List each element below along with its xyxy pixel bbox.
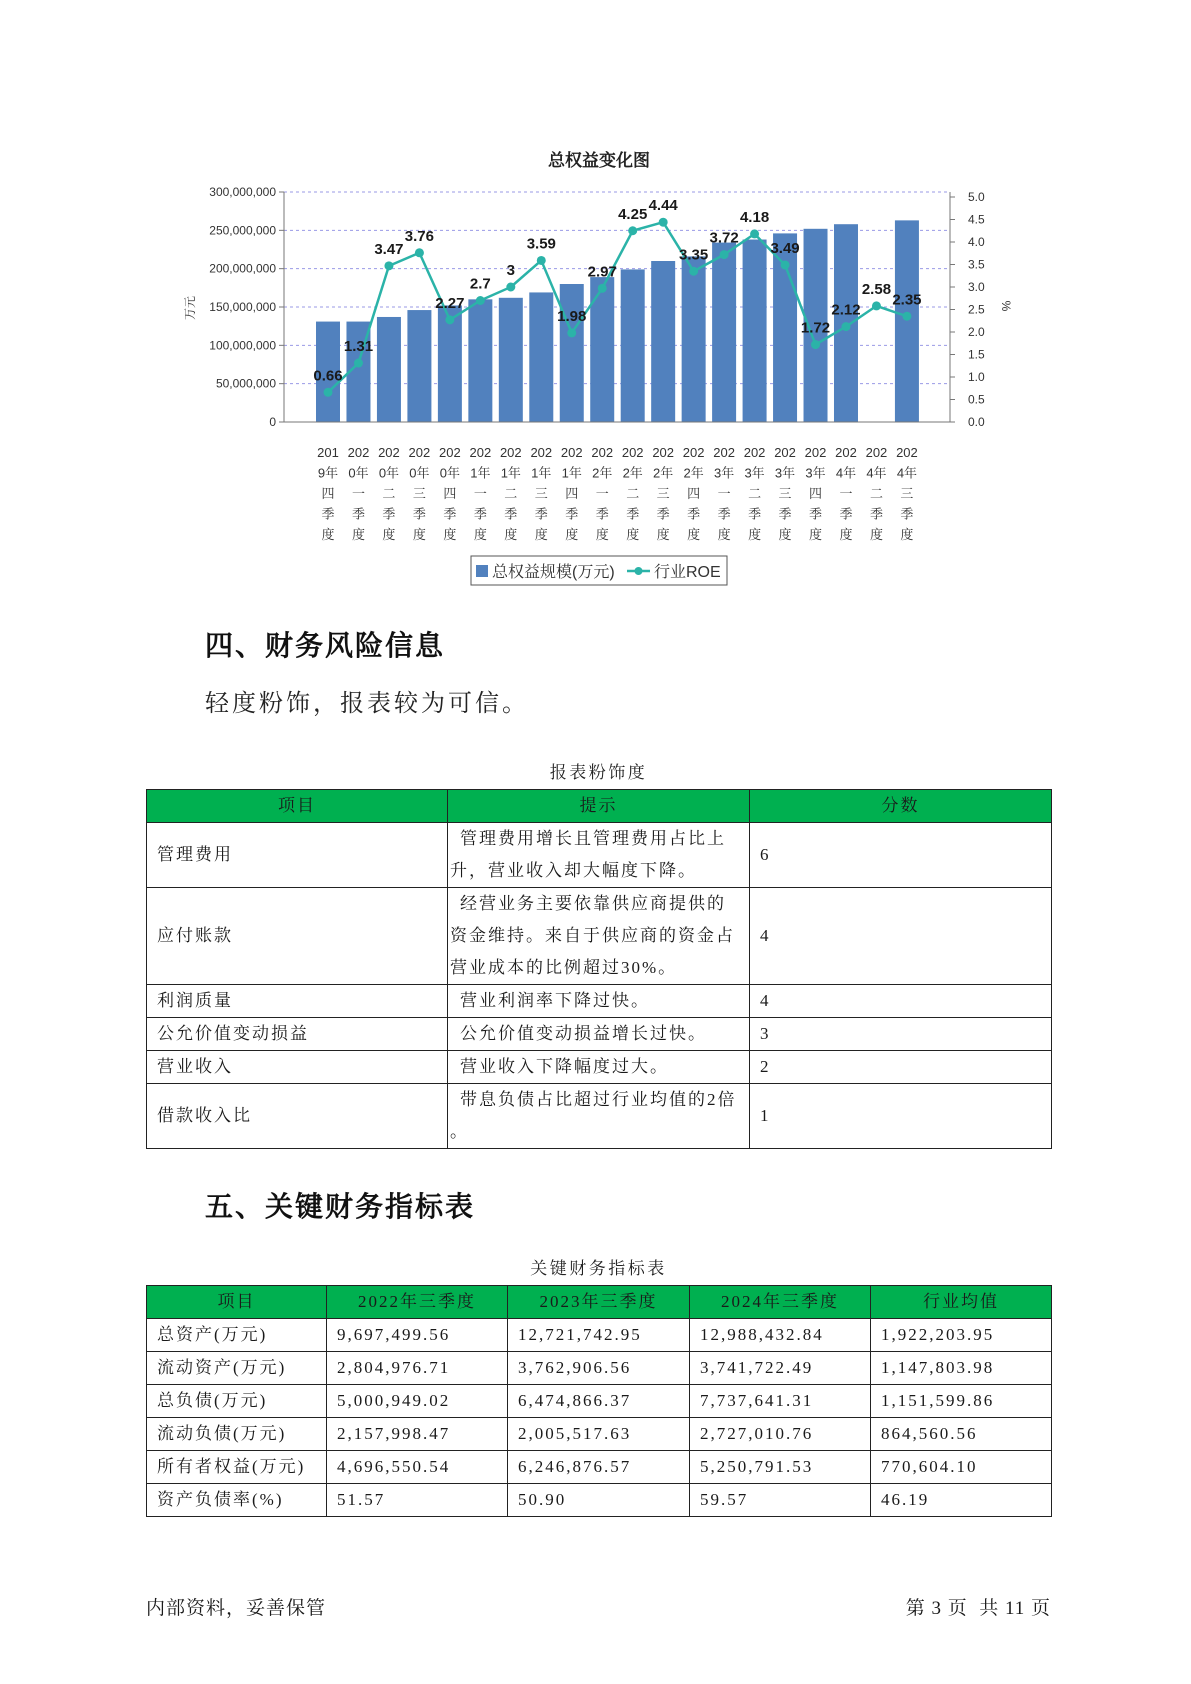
x-tick-label-line: 度 [321, 527, 335, 542]
x-tick-label-line: 季 [687, 506, 701, 522]
metric-item-cell: 总资产(万元) [147, 1319, 327, 1352]
x-tick-label-line: 1年 [531, 465, 552, 481]
risk-item-cell: 营业收入 [147, 1051, 448, 1084]
y-left-tick-label: 50,000,000 [215, 376, 276, 391]
risk-table-row [147, 888, 1052, 985]
y-right-tick-label: 3.5 [968, 257, 985, 272]
x-tick-label-line: 度 [748, 527, 762, 542]
footer-confidential-note: 内部资料，妥善保管 [146, 1598, 327, 1619]
risk-item-cell: 公允价值变动损益 [147, 1018, 448, 1051]
chart-title: 总权益变化图 [548, 151, 650, 170]
x-tick-label-line: 度 [626, 527, 640, 542]
roe-point [567, 328, 576, 337]
metric-item-cell: 所有者权益(万元) [147, 1451, 327, 1484]
equity-bar [377, 317, 401, 422]
equity-bar [621, 269, 645, 422]
x-tick-label-line: 度 [809, 527, 823, 542]
x-tick-label-line: 202 [499, 445, 522, 460]
roe-point [811, 340, 820, 349]
x-tick-label-line: 季 [443, 506, 457, 522]
metrics-table-row [147, 1385, 1052, 1418]
x-tick-label-line: 2年 [622, 465, 643, 481]
metric-value-cell: 2,727,010.76 [690, 1418, 871, 1451]
x-tick-label-line: 1年 [500, 465, 521, 481]
risk-hint-line: 。 [450, 1122, 469, 1141]
equity-bar [651, 261, 675, 422]
x-tick-label-line: 202 [347, 445, 370, 460]
x-tick-label-line: 1年 [470, 465, 491, 481]
metric-value-cell: 1,151,599.86 [871, 1385, 1052, 1418]
x-tick-label [805, 445, 827, 542]
y-left-tick-label: 200,000,000 [209, 261, 276, 276]
equity-bar [560, 284, 584, 422]
legend-bar-swatch [476, 565, 488, 577]
x-tick-label-line: 季 [382, 506, 396, 522]
metrics-table-row [147, 1319, 1052, 1352]
metric-value-cell: 2,804,976.71 [327, 1352, 508, 1385]
equity-bar [499, 298, 523, 422]
x-tick-label-line: 一 [839, 486, 853, 501]
x-tick-label-line: 季 [473, 506, 487, 522]
x-tick-label-line: 度 [351, 527, 365, 542]
roe-point [781, 260, 790, 269]
risk-table-header-row [147, 790, 1052, 823]
x-tick-label [469, 445, 491, 542]
roe-data-label: 2.7 [469, 275, 491, 293]
x-tick-label [500, 445, 522, 542]
y-left-tick-label: 300,000,000 [209, 185, 276, 199]
x-tick-label-line: 四 [687, 486, 701, 501]
y-right-tick-label: 4.5 [968, 212, 985, 227]
x-tick-label-line: 1年 [561, 465, 582, 481]
metrics-table-row [147, 1451, 1052, 1484]
legend-line-marker [635, 567, 643, 575]
x-tick-label-line: 季 [717, 506, 731, 522]
risk-hint-line: 公允价值变动损益增长过快。 [460, 1024, 707, 1043]
roe-data-label: 3 [506, 262, 515, 279]
x-tick-label-line: 度 [412, 527, 426, 542]
x-tick-label-line: 二 [504, 486, 518, 501]
section-heading-financial-risk: 四、财务风险信息 [205, 630, 446, 661]
metrics-table-header-cell: 行业均值 [871, 1286, 1052, 1319]
roe-data-label: 4.44 [648, 197, 678, 215]
risk-score-cell: 3 [750, 1018, 1052, 1051]
total-equity-chart [0, 0, 1191, 600]
window-dressing-table [146, 789, 1052, 1149]
roe-point [598, 284, 607, 293]
roe-point [628, 226, 637, 235]
x-tick-label-line: 四 [565, 486, 579, 501]
x-tick-label [530, 445, 552, 542]
risk-table-header-cell: 项目 [147, 790, 448, 823]
x-tick-label [561, 445, 583, 542]
x-tick-label-line: 二 [748, 486, 762, 501]
roe-data-label: 4.25 [618, 205, 648, 223]
x-tick-label-line: 一 [473, 486, 487, 501]
equity-bar [743, 240, 767, 422]
x-tick-label-line: 2年 [683, 465, 704, 481]
x-tick-label-line: 3年 [774, 465, 796, 481]
metric-value-cell: 3,762,906.56 [508, 1352, 690, 1385]
x-tick-label-line: 度 [717, 527, 731, 542]
x-tick-label-line: 度 [900, 527, 914, 542]
risk-table-row [147, 985, 1052, 1018]
roe-data-label: 2.35 [892, 291, 922, 309]
y-axis-left [209, 185, 284, 429]
risk-table-row [147, 823, 1052, 888]
x-tick-label-line: 2年 [653, 465, 674, 481]
metric-value-cell: 51.57 [327, 1484, 508, 1517]
metrics-table-row [147, 1418, 1052, 1451]
x-tick-label-line: 二 [626, 486, 640, 501]
x-tick-label-line: 度 [595, 527, 609, 542]
metrics-table-body [147, 1319, 1052, 1517]
roe-point [689, 267, 698, 276]
roe-point [659, 218, 668, 227]
metric-value-cell: 6,246,876.57 [508, 1451, 690, 1484]
equity-bar [712, 243, 736, 422]
x-tick-label-line: 3年 [744, 465, 765, 481]
roe-point [750, 229, 759, 238]
roe-data-label: 4.18 [739, 208, 770, 226]
x-tick-label-line: 季 [656, 506, 670, 522]
x-tick-label [317, 445, 339, 542]
x-tick-label-line: 二 [869, 486, 883, 501]
x-tick-label-line: 四 [321, 486, 335, 501]
roe-point [354, 359, 363, 368]
x-tick-label-line: 202 [530, 445, 553, 460]
x-tick-label-line: 度 [504, 527, 518, 542]
metrics-table-header-cell: 2024年三季度 [690, 1286, 871, 1319]
x-tick-label-line: 季 [748, 506, 762, 522]
y-right-tick-label: 3.0 [968, 280, 985, 294]
roe-point [841, 322, 850, 331]
x-tick-label-line: 季 [869, 506, 883, 522]
roe-data-label: 2.27 [435, 294, 465, 312]
risk-table-header-cell: 分数 [750, 790, 1052, 823]
legend-label-equity: 总权益规模(万元) [492, 564, 615, 581]
metric-value-cell: 3,741,722.49 [690, 1352, 871, 1385]
x-axis-labels [317, 445, 918, 542]
x-tick-label-line: 4年 [866, 465, 887, 481]
y-axis-right [950, 190, 985, 429]
x-tick-label-line: 季 [412, 506, 426, 522]
x-tick-label-line: 度 [869, 527, 883, 542]
metric-value-cell: 46.19 [871, 1484, 1052, 1517]
metrics-table-head [147, 1286, 1052, 1319]
x-tick-label-line: 202 [713, 445, 735, 460]
metric-value-cell: 7,737,641.31 [690, 1385, 871, 1418]
x-tick-label [866, 445, 888, 542]
risk-table-caption: 报表粉饰度 [549, 763, 648, 782]
metric-value-cell: 1,922,203.95 [871, 1319, 1052, 1352]
metric-value-cell: 50.90 [508, 1484, 690, 1517]
x-tick-label [835, 445, 857, 542]
x-tick-label-line: 202 [560, 445, 583, 460]
x-tick-label [348, 445, 370, 542]
risk-table-row [147, 1084, 1052, 1149]
risk-hint-cell [448, 1051, 750, 1084]
chart-data-labels [313, 197, 921, 384]
x-tick-label-line: 度 [473, 527, 487, 542]
roe-data-label: 2.12 [831, 301, 861, 319]
risk-hint-cell [448, 888, 750, 985]
risk-item-cell: 管理费用 [147, 823, 448, 888]
x-tick-label-line: 季 [351, 506, 365, 522]
x-tick-label-line: 季 [839, 506, 853, 522]
x-tick-label-line: 季 [321, 506, 335, 522]
roe-data-label: 3.49 [770, 239, 800, 257]
key-metrics-table [146, 1285, 1052, 1517]
metrics-table-header-row [147, 1286, 1052, 1319]
x-tick-label [652, 445, 674, 542]
y-left-tick-label: 0 [269, 415, 276, 429]
metrics-table-header-cell: 2023年三季度 [508, 1286, 690, 1319]
risk-hint-cell [448, 985, 750, 1018]
risk-score-cell: 4 [750, 985, 1052, 1018]
x-tick-label-line: 202 [774, 445, 796, 460]
metric-item-cell: 总负债(万元) [147, 1385, 327, 1418]
roe-point [476, 296, 485, 305]
metric-item-cell: 流动资产(万元) [147, 1352, 327, 1385]
metric-value-cell: 5,250,791.53 [690, 1451, 871, 1484]
metrics-table-row [147, 1352, 1052, 1385]
metric-value-cell: 4,696,550.54 [327, 1451, 508, 1484]
roe-data-label: 2.58 [861, 280, 892, 298]
x-tick-label-line: 202 [378, 445, 400, 460]
metric-value-cell: 9,697,499.56 [327, 1319, 508, 1352]
roe-point [902, 312, 911, 321]
metric-value-cell: 6,474,866.37 [508, 1385, 690, 1418]
x-tick-label-line: 3年 [713, 465, 735, 481]
x-tick-label [896, 445, 918, 542]
metric-value-cell: 2,005,517.63 [508, 1418, 690, 1451]
metric-value-cell: 5,000,949.02 [327, 1385, 508, 1418]
risk-item-cell: 利润质量 [147, 985, 448, 1018]
metric-value-cell: 12,988,432.84 [690, 1319, 871, 1352]
risk-hint-cell [448, 823, 750, 888]
x-tick-label [713, 445, 735, 542]
metrics-table-row [147, 1484, 1052, 1517]
roe-point [720, 250, 729, 259]
y-right-tick-label: 4.0 [968, 235, 985, 249]
equity-bar [468, 299, 492, 422]
x-tick-label-line: 季 [626, 506, 640, 522]
risk-summary-text: 轻度粉饰，报表较为可信。 [205, 691, 529, 717]
x-tick-label-line: 202 [408, 445, 431, 460]
roe-data-label: 2.97 [587, 263, 617, 281]
x-tick-label-line: 202 [439, 445, 461, 460]
risk-hint-line: 管理费用增长且管理费用占比上 [460, 829, 726, 848]
equity-bar [529, 292, 553, 422]
roe-point [872, 301, 881, 310]
x-tick-label-line: 季 [534, 506, 548, 522]
legend-label-roe: 行业ROE [654, 564, 721, 581]
x-tick-label [622, 445, 644, 542]
x-tick-label-line: 2年 [592, 465, 613, 481]
equity-bar [682, 256, 706, 422]
y-right-tick-label: 0.0 [968, 415, 985, 429]
metric-value-cell: 1,147,803.98 [871, 1352, 1052, 1385]
x-tick-label-line: 202 [804, 445, 827, 460]
x-tick-label-line: 一 [595, 486, 609, 501]
x-tick-label-line: 三 [534, 486, 548, 501]
x-tick-label-line: 0年 [348, 465, 369, 481]
x-tick-label [439, 445, 461, 542]
chart-legend [471, 556, 727, 585]
x-tick-label-line: 度 [534, 527, 548, 542]
roe-data-label: 1.98 [557, 307, 587, 325]
equity-bar [895, 220, 919, 422]
x-tick-label-line: 0年 [409, 465, 430, 481]
x-tick-label-line: 二 [382, 486, 396, 501]
roe-data-label: 3.47 [374, 240, 404, 258]
metrics-table-caption: 关键财务指标表 [530, 1259, 667, 1278]
y-right-tick-label: 2.5 [968, 302, 985, 317]
metric-value-cell: 770,604.10 [871, 1451, 1052, 1484]
risk-item-cell: 应付账款 [147, 888, 448, 985]
y-left-tick-label: 150,000,000 [209, 300, 276, 314]
x-tick-label [409, 445, 431, 542]
roe-point [445, 315, 454, 324]
risk-hint-line: 营业成本的比例超过30%。 [450, 958, 678, 977]
x-tick-label-line: 度 [443, 527, 457, 542]
x-tick-label-line: 一 [717, 486, 731, 501]
x-tick-label-line: 度 [687, 527, 701, 542]
risk-hint-line: 营业收入下降幅度过大。 [460, 1057, 669, 1076]
risk-hint-cell [448, 1084, 750, 1149]
roe-data-label: 3.59 [526, 235, 556, 253]
x-tick-label-line: 202 [652, 445, 675, 460]
x-tick-label-line: 度 [656, 527, 670, 542]
x-tick-label-line: 四 [809, 486, 823, 501]
roe-point [324, 388, 333, 397]
metrics-table-header-cell: 2022年三季度 [327, 1286, 508, 1319]
x-tick-label [683, 445, 705, 542]
risk-score-cell: 6 [750, 823, 1052, 888]
risk-hint-line: 升，营业收入却大幅度下降。 [450, 861, 697, 880]
roe-point [384, 261, 393, 270]
y-axis-left-title: 万元 [183, 295, 197, 321]
x-tick-label-line: 4年 [896, 465, 918, 481]
x-tick-label-line: 三 [656, 486, 670, 501]
x-tick-label-line: 201 [317, 445, 339, 460]
risk-table-body [147, 823, 1052, 1149]
metric-value-cell: 2,157,998.47 [327, 1418, 508, 1451]
metric-item-cell: 流动负债(万元) [147, 1418, 327, 1451]
x-tick-label-line: 度 [778, 527, 792, 542]
x-tick-label-line: 一 [351, 486, 365, 501]
x-tick-label-line: 0年 [439, 465, 460, 481]
risk-table-row [147, 1051, 1052, 1084]
x-tick-label-line: 季 [900, 506, 914, 522]
x-tick-label-line: 三 [900, 486, 914, 501]
x-tick-label [591, 445, 613, 542]
x-tick-label-line: 202 [591, 445, 614, 460]
x-tick-label-line: 202 [896, 445, 918, 460]
x-tick-label [774, 445, 796, 542]
risk-table-header-cell: 提示 [448, 790, 750, 823]
roe-data-label: 1.72 [800, 319, 831, 337]
roe-data-label: 3.76 [404, 227, 435, 245]
y-right-tick-label: 5.0 [968, 190, 985, 204]
risk-item-cell: 借款收入比 [147, 1084, 448, 1149]
x-tick-label-line: 季 [809, 506, 823, 522]
risk-hint-line: 带息负债占比超过行业均值的2倍 [460, 1090, 737, 1109]
y-right-tick-label: 1.5 [968, 347, 985, 362]
equity-bar [407, 310, 431, 422]
x-tick-label-line: 度 [565, 527, 579, 542]
footer-page-number: 第 3 页 共 11 页 [905, 1598, 1051, 1619]
roe-data-label: 3.72 [709, 229, 739, 247]
x-tick-label-line: 4年 [835, 465, 857, 481]
metric-item-cell: 资产负债率(%) [147, 1484, 327, 1517]
x-tick-label-line: 3年 [805, 465, 826, 481]
y-left-tick-label: 250,000,000 [209, 223, 276, 238]
x-tick-label-line: 202 [621, 445, 644, 460]
y-right-tick-label: 2.0 [968, 325, 985, 339]
roe-point [506, 283, 515, 292]
x-tick-label-line: 季 [565, 506, 579, 522]
risk-score-cell: 4 [750, 888, 1052, 985]
risk-table-row [147, 1018, 1052, 1051]
y-left-tick-label: 100,000,000 [209, 338, 276, 353]
x-tick-label-line: 度 [382, 527, 396, 542]
metric-value-cell: 864,560.56 [871, 1418, 1052, 1451]
x-tick-label [744, 445, 766, 542]
x-tick-label-line: 三 [778, 486, 792, 501]
x-tick-label-line: 202 [865, 445, 888, 460]
x-tick-label-line: 三 [412, 486, 426, 501]
x-tick-label-line: 季 [595, 506, 609, 522]
roe-point [537, 256, 546, 265]
risk-table-head [147, 790, 1052, 823]
risk-hint-line: 资金维持。来自于供应商的资金占 [450, 926, 735, 945]
x-tick-label-line: 202 [743, 445, 766, 460]
risk-score-cell: 2 [750, 1051, 1052, 1084]
roe-data-label: 3.35 [679, 246, 709, 264]
x-tick-label-line: 9年 [317, 465, 339, 481]
risk-hint-line: 经营业务主要依靠供应商提供的 [460, 894, 726, 913]
risk-hint-line: 营业利润率下降过快。 [460, 991, 650, 1010]
roe-data-label: 1.31 [343, 338, 374, 356]
x-tick-label-line: 0年 [378, 465, 400, 481]
roe-data-label: 0.66 [313, 367, 343, 385]
metrics-table-header-cell: 项目 [147, 1286, 327, 1319]
x-tick-label-line: 季 [504, 506, 518, 522]
metric-value-cell: 12,721,742.95 [508, 1319, 690, 1352]
section-heading-key-metrics: 五、关键财务指标表 [205, 1191, 476, 1222]
x-tick-label-line: 202 [469, 445, 492, 460]
roe-point [415, 248, 424, 257]
x-tick-label [378, 445, 400, 542]
x-tick-label-line: 202 [682, 445, 705, 460]
y-axis-right-title: % [999, 300, 1013, 312]
x-tick-label-line: 202 [835, 445, 857, 460]
y-right-tick-label: 0.5 [968, 392, 985, 407]
x-tick-label-line: 度 [839, 527, 853, 542]
risk-score-cell: 1 [750, 1084, 1052, 1149]
y-right-tick-label: 1.0 [968, 370, 985, 384]
x-tick-label-line: 季 [778, 506, 792, 522]
metric-value-cell: 59.57 [690, 1484, 871, 1517]
x-tick-label-line: 四 [443, 486, 457, 501]
risk-hint-cell [448, 1018, 750, 1051]
